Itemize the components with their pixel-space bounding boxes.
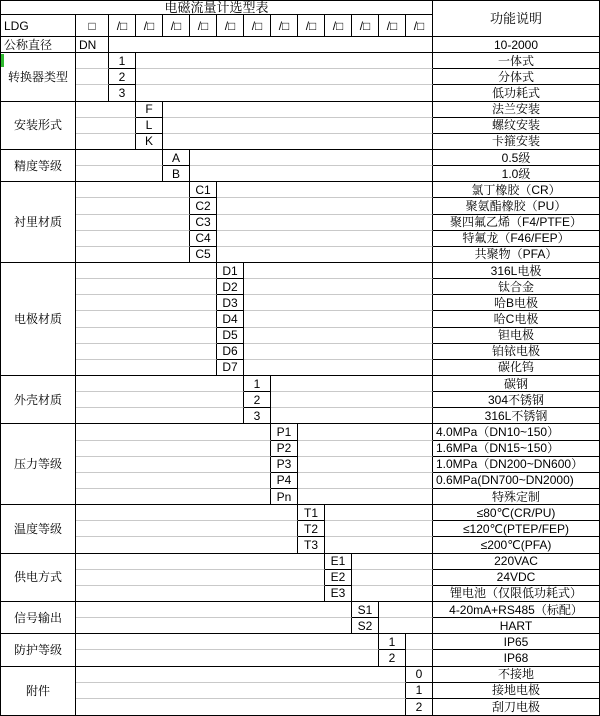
function-cell: 10-2000 xyxy=(433,37,599,53)
code-cell: 3 xyxy=(244,408,271,424)
code-cell: T3 xyxy=(298,537,325,553)
category-label: 衬里材质 xyxy=(1,182,76,263)
empty-cell xyxy=(163,102,433,118)
empty-cell xyxy=(298,457,433,473)
empty-cell xyxy=(76,247,190,263)
empty-cell xyxy=(76,505,298,521)
empty-cell xyxy=(76,441,271,457)
function-column-header: 功能说明 xyxy=(433,1,599,37)
empty-cell xyxy=(406,650,433,666)
code-cell: P2 xyxy=(271,441,298,457)
empty-cell xyxy=(271,376,433,392)
function-cell: 一体式 xyxy=(433,53,599,69)
code-cell: 1 xyxy=(244,376,271,392)
empty-cell xyxy=(76,215,190,231)
code-cell: 1 xyxy=(379,634,406,650)
function-cell: ≤200℃(PFA) xyxy=(433,537,599,553)
empty-cell xyxy=(76,408,244,424)
empty-cell xyxy=(325,521,433,537)
empty-cell xyxy=(244,311,433,327)
category-label: 电极材质 xyxy=(1,263,76,376)
code-cell: 3 xyxy=(109,85,136,101)
code-cell: E2 xyxy=(325,570,352,586)
category-label: 精度等级 xyxy=(1,150,76,182)
empty-cell xyxy=(163,118,433,134)
empty-cell xyxy=(352,570,433,586)
function-cell: 螺纹安装 xyxy=(433,118,599,134)
empty-cell xyxy=(76,263,217,279)
empty-cell xyxy=(76,586,325,602)
empty-cell xyxy=(244,295,433,311)
empty-cell xyxy=(244,344,433,360)
function-cell: 316L不锈钢 xyxy=(433,408,599,424)
function-cell: ≤120℃(PTEP/FEP) xyxy=(433,521,599,537)
code-cell: P3 xyxy=(271,457,298,473)
code-cell: 1 xyxy=(406,683,433,699)
category-label: 压力等级 xyxy=(1,424,76,505)
empty-cell xyxy=(109,37,433,53)
empty-cell xyxy=(76,118,136,134)
empty-cell xyxy=(76,53,109,69)
header-code-box: /□ xyxy=(406,15,433,37)
code-cell: D2 xyxy=(217,279,244,295)
empty-cell xyxy=(217,247,433,263)
empty-cell xyxy=(76,279,217,295)
empty-cell xyxy=(190,150,433,166)
function-cell: 不接地 xyxy=(433,667,599,683)
function-cell: 卡箍安装 xyxy=(433,134,599,150)
empty-cell xyxy=(76,311,217,327)
empty-cell xyxy=(352,586,433,602)
header-code-box: /□ xyxy=(271,15,298,37)
model-prefix-cell: LDG xyxy=(1,15,76,37)
code-cell: P4 xyxy=(271,473,298,489)
header-code-box: /□ xyxy=(244,15,271,37)
code-cell: D5 xyxy=(217,328,244,344)
empty-cell xyxy=(76,182,190,198)
header-code-box: /□ xyxy=(325,15,352,37)
code-cell: 0 xyxy=(406,667,433,683)
empty-cell xyxy=(76,667,406,683)
empty-cell xyxy=(76,392,244,408)
function-cell: 特氟龙（F46/FEP） xyxy=(433,231,599,247)
code-cell: 2 xyxy=(379,650,406,666)
empty-cell xyxy=(136,69,433,85)
category-label: 安装形式 xyxy=(1,102,76,150)
code-cell: T2 xyxy=(298,521,325,537)
empty-cell xyxy=(244,328,433,344)
function-cell: 锂电池（仅限低功耗式） xyxy=(433,586,599,602)
function-cell: 1.0级 xyxy=(433,166,599,182)
function-cell: IP65 xyxy=(433,634,599,650)
function-cell: 钛合金 xyxy=(433,279,599,295)
empty-cell xyxy=(76,134,136,150)
empty-cell xyxy=(406,634,433,650)
function-cell: 4-20mA+RS485（标配） xyxy=(433,602,599,618)
empty-cell xyxy=(76,166,163,182)
function-cell: 法兰安装 xyxy=(433,102,599,118)
header-code-box: /□ xyxy=(217,15,244,37)
code-cell: E3 xyxy=(325,586,352,602)
function-cell: 哈C电极 xyxy=(433,311,599,327)
category-label: 信号输出 xyxy=(1,602,76,634)
function-cell: HART xyxy=(433,618,599,634)
empty-cell xyxy=(76,699,406,715)
empty-cell xyxy=(76,295,217,311)
code-cell: 1 xyxy=(109,53,136,69)
empty-cell xyxy=(325,505,433,521)
code-cell: K xyxy=(136,134,163,150)
empty-cell xyxy=(136,53,433,69)
empty-cell xyxy=(244,279,433,295)
empty-cell xyxy=(76,150,163,166)
function-cell: 聚四氟乙烯（F4/PTFE） xyxy=(433,215,599,231)
empty-cell xyxy=(298,441,433,457)
code-cell: D1 xyxy=(217,263,244,279)
code-cell: D6 xyxy=(217,344,244,360)
code-cell: A xyxy=(163,150,190,166)
empty-cell xyxy=(76,570,325,586)
empty-cell xyxy=(76,360,217,376)
empty-cell xyxy=(76,602,352,618)
empty-cell xyxy=(298,473,433,489)
empty-cell xyxy=(244,360,433,376)
function-cell: 特殊定制 xyxy=(433,489,599,505)
function-cell: 304不锈钢 xyxy=(433,392,599,408)
header-code-box: /□ xyxy=(109,15,136,37)
code-cell: C1 xyxy=(190,182,217,198)
category-label: 防护等级 xyxy=(1,634,76,666)
header-code-box: /□ xyxy=(163,15,190,37)
category-label: 转换器类型 xyxy=(1,53,76,101)
empty-cell xyxy=(76,618,352,634)
code-cell: B xyxy=(163,166,190,182)
code-cell: D3 xyxy=(217,295,244,311)
code-cell: 2 xyxy=(109,69,136,85)
code-cell: T1 xyxy=(298,505,325,521)
function-cell: 碳钢 xyxy=(433,376,599,392)
empty-cell xyxy=(163,134,433,150)
empty-cell xyxy=(76,634,379,650)
empty-cell xyxy=(76,344,217,360)
function-cell: 316L电极 xyxy=(433,263,599,279)
code-cell: D4 xyxy=(217,311,244,327)
empty-cell xyxy=(76,537,298,553)
function-cell: 1.6MPa（DN15~150） xyxy=(433,441,599,457)
function-cell: 1.0MPa（DN200~DN600） xyxy=(433,457,599,473)
header-first-box: □ xyxy=(76,15,109,37)
category-label: 附件 xyxy=(1,667,76,715)
header-code-box: /□ xyxy=(136,15,163,37)
function-cell: 共聚物（PFA） xyxy=(433,247,599,263)
header-code-box: /□ xyxy=(379,15,406,37)
empty-cell xyxy=(352,554,433,570)
empty-cell xyxy=(76,683,406,699)
category-label: 供电方式 xyxy=(1,554,76,602)
empty-cell xyxy=(76,457,271,473)
function-cell: 钽电极 xyxy=(433,328,599,344)
empty-cell xyxy=(76,650,379,666)
empty-cell xyxy=(76,102,136,118)
table-title: 电磁流量计选型表 xyxy=(1,1,433,15)
code-cell: Pn xyxy=(271,489,298,505)
function-cell: 低功耗式 xyxy=(433,85,599,101)
code-cell: E1 xyxy=(325,554,352,570)
empty-cell xyxy=(76,376,244,392)
function-cell: 铂铱电极 xyxy=(433,344,599,360)
empty-cell xyxy=(76,521,298,537)
function-cell: 220VAC xyxy=(433,554,599,570)
empty-cell xyxy=(379,618,433,634)
code-cell: C5 xyxy=(190,247,217,263)
empty-cell xyxy=(190,166,433,182)
code-cell: D7 xyxy=(217,360,244,376)
empty-cell xyxy=(217,215,433,231)
category-label: 外壳材质 xyxy=(1,376,76,424)
empty-cell xyxy=(298,424,433,440)
function-cell: 24VDC xyxy=(433,570,599,586)
empty-cell xyxy=(217,198,433,214)
empty-cell xyxy=(76,424,271,440)
code-cell: S2 xyxy=(352,618,379,634)
empty-cell xyxy=(76,489,271,505)
header-code-box: /□ xyxy=(190,15,217,37)
function-cell: 0.5级 xyxy=(433,150,599,166)
empty-cell xyxy=(76,198,190,214)
empty-cell xyxy=(379,602,433,618)
code-cell: 2 xyxy=(406,699,433,715)
code-cell: C3 xyxy=(190,215,217,231)
function-cell: 氯丁橡胶（CR） xyxy=(433,182,599,198)
empty-cell xyxy=(271,408,433,424)
code-cell: C4 xyxy=(190,231,217,247)
empty-cell xyxy=(298,489,433,505)
header-code-box: /□ xyxy=(352,15,379,37)
function-cell: IP68 xyxy=(433,650,599,666)
empty-cell xyxy=(244,263,433,279)
green-artifact-mark xyxy=(1,54,4,67)
code-cell: S1 xyxy=(352,602,379,618)
empty-cell xyxy=(76,69,109,85)
empty-cell xyxy=(76,554,325,570)
empty-cell xyxy=(76,85,109,101)
header-code-box: /□ xyxy=(298,15,325,37)
empty-cell xyxy=(325,537,433,553)
empty-cell xyxy=(136,85,433,101)
empty-cell xyxy=(217,182,433,198)
function-cell: 碳化钨 xyxy=(433,360,599,376)
function-cell: 0.6MPa(DN700~DN2000) xyxy=(433,473,599,489)
empty-cell xyxy=(76,328,217,344)
function-cell: 哈B电极 xyxy=(433,295,599,311)
code-cell: P1 xyxy=(271,424,298,440)
code-cell: 2 xyxy=(244,392,271,408)
empty-cell xyxy=(76,231,190,247)
function-cell: 4.0MPa（DN10~150） xyxy=(433,424,599,440)
category-label: 温度等级 xyxy=(1,505,76,553)
code-cell: C2 xyxy=(190,198,217,214)
code-cell: F xyxy=(136,102,163,118)
code-cell: L xyxy=(136,118,163,134)
code-cell: DN xyxy=(76,37,109,53)
empty-cell xyxy=(271,392,433,408)
empty-cell xyxy=(76,473,271,489)
function-cell: ≤80℃(CR/PU) xyxy=(433,505,599,521)
function-cell: 接地电极 xyxy=(433,683,599,699)
function-cell: 聚氨酯橡胶（PU） xyxy=(433,198,599,214)
function-cell: 刮刀电极 xyxy=(491,699,540,714)
function-cell: 分体式 xyxy=(433,69,599,85)
empty-cell xyxy=(217,231,433,247)
category-label: 公称直径 xyxy=(1,37,76,53)
